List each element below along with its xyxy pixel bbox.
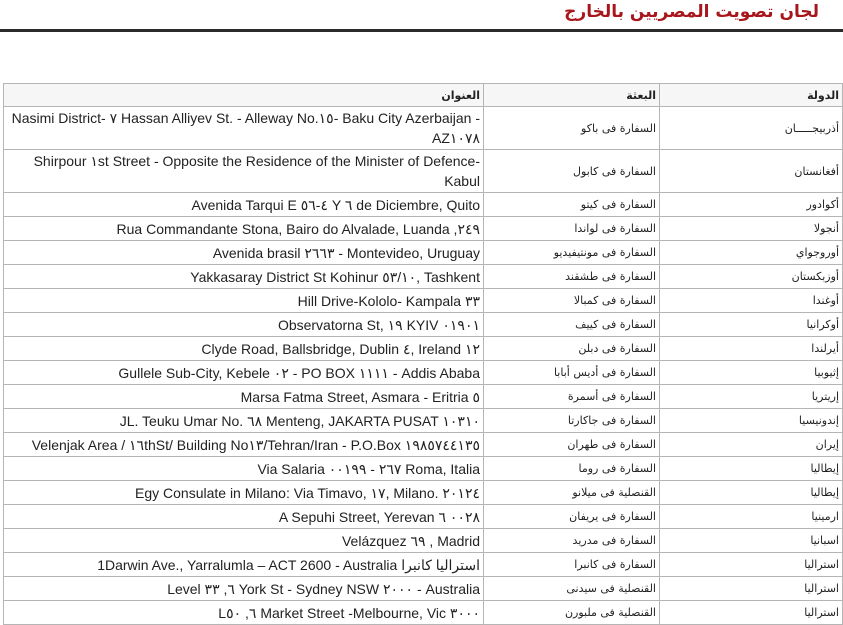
table-row [4, 457, 843, 481]
title-divider [0, 29, 843, 32]
table-row [4, 385, 843, 409]
address-cell: Egy Consulate in Milano: Via Timavo, ١٧, Milano. ٢٠١٢٤ [4, 481, 484, 505]
table-row [4, 265, 843, 289]
mission-cell: القنصلية فى سيدنى [484, 577, 660, 601]
table-row [4, 289, 843, 313]
address-cell: L٦, ٥٠ Market Street -Melbourne, Vic ٣٠٠٠ [4, 601, 484, 625]
mission-cell: السفارة فى طشقند [484, 265, 660, 289]
mission-cell: السفارة فى طهران [484, 433, 660, 457]
address-cell: Yakkasaray District St Kohinur ٥٣/١٠, Tashkent [4, 265, 484, 289]
country-cell: أوروجواي [660, 241, 843, 265]
mission-cell: السفارة فى باكو [484, 107, 660, 150]
address-cell: Rua Commandante Stona, Bairo do Alvalade, Luanda ,٢٤٩ [4, 217, 484, 241]
mission-cell: السفارة فى كمبالا [484, 289, 660, 313]
table-header-row [4, 84, 843, 107]
address-cell: Clyde Road, Ballsbridge, Dublin ٤, Ireland ١٢ [4, 337, 484, 361]
table-row [4, 505, 843, 529]
address-cell: JL. Teuku Umar No. ٦٨ Menteng, JAKARTA PUSAT ١٠٣١٠ [4, 409, 484, 433]
country-cell: أفغانستان [660, 150, 843, 193]
column-header-address: العنوان [4, 84, 484, 107]
table-row [4, 193, 843, 217]
country-cell: إثيوبيا [660, 361, 843, 385]
mission-cell: السفارة فى دبلن [484, 337, 660, 361]
country-cell: أنجولا [660, 217, 843, 241]
address-cell: Observatorna St, ١٩ KYIV ٠١٩٠١ [4, 313, 484, 337]
mission-cell: القنصلية فى ملبورن [484, 601, 660, 625]
mission-cell: السفارة فى أديس أبابا [484, 361, 660, 385]
country-cell: إيطاليا [660, 457, 843, 481]
address-cell: Via Salaria ٢٦٧ - ٠٠١٩٩ Roma, Italia [4, 457, 484, 481]
country-cell: إريتريا [660, 385, 843, 409]
table-row [4, 217, 843, 241]
address-cell: Avenida Tarqui E ٤-٥٦ Y ٦ de Diciembre, Quito [4, 193, 484, 217]
country-cell: ارمينيا [660, 505, 843, 529]
address-cell: Level ٦, ٣٣ York St - Sydney NSW ٢٠٠٠ - Australia [4, 577, 484, 601]
mission-cell: السفارة فى جاكارتا [484, 409, 660, 433]
table-row [4, 529, 843, 553]
country-cell: أوكرانيا [660, 313, 843, 337]
mission-cell: السفارة فى كيتو [484, 193, 660, 217]
mission-cell: السفارة فى روما [484, 457, 660, 481]
address-cell: Marsa Fatma Street, Asmara - Eritria ٥ [4, 385, 484, 409]
address-cell: Hill Drive-Kololo- Kampala ٣٣ [4, 289, 484, 313]
mission-cell: السفارة فى مونتيفيديو [484, 241, 660, 265]
address-cell: A Sepuhi Street, Yerevan ٠٠٢٨ ٦ [4, 505, 484, 529]
mission-cell: السفارة فى أسمرة [484, 385, 660, 409]
country-cell: أكوادور [660, 193, 843, 217]
country-cell: استراليا [660, 577, 843, 601]
mission-cell: القنصلية فى ميلانو [484, 481, 660, 505]
table-row [4, 481, 843, 505]
table-row [4, 409, 843, 433]
table-row [4, 361, 843, 385]
mission-cell: السفارة فى كابول [484, 150, 660, 193]
address-cell: Shirpour ١st Street - Opposite the Residence of the Minister of Defence-Kabul [4, 150, 484, 193]
table-row [4, 553, 843, 577]
column-header-mission: البعثة [484, 84, 660, 107]
mission-cell: السفارة فى مدريد [484, 529, 660, 553]
address-cell: Velázquez ٦٩ , Madrid [4, 529, 484, 553]
address-cell: 1Darwin Ave., Yarralumla – ACT 2600 - Australia استراليا كانبرا [4, 553, 484, 577]
country-cell: أذربيجـــــان [660, 107, 843, 150]
table-row [4, 601, 843, 625]
country-cell: استراليا [660, 601, 843, 625]
table-row [4, 150, 843, 193]
table-row [4, 577, 843, 601]
mission-cell: السفارة فى لواندا [484, 217, 660, 241]
page-title: لجان تصويت المصريين بالخارج [564, 2, 819, 22]
country-cell: أوغندا [660, 289, 843, 313]
country-cell: اسبانيا [660, 529, 843, 553]
country-cell: إندونيسيا [660, 409, 843, 433]
table-row [4, 433, 843, 457]
column-header-country: الدولة [660, 84, 843, 107]
country-cell: أيرلندا [660, 337, 843, 361]
table-row [4, 313, 843, 337]
country-cell: أوزبكستان [660, 265, 843, 289]
table-row [4, 241, 843, 265]
mission-cell: السفارة فى يريفان [484, 505, 660, 529]
polling-committees-table [3, 83, 843, 625]
country-cell: إيران [660, 433, 843, 457]
table-row [4, 107, 843, 150]
mission-cell: السفارة فى كييف [484, 313, 660, 337]
address-cell: Nasimi District- ٧ Hassan Alliyev St. - Alleway No.١٥- Baku City Azerbaijan - AZ١٠٧٨ [4, 107, 484, 150]
table-row [4, 337, 843, 361]
address-cell: Avenida brasil ٢٦٦٣ - Montevideo, Uruguay [4, 241, 484, 265]
country-cell: استراليا [660, 553, 843, 577]
country-cell: إيطاليا [660, 481, 843, 505]
address-cell: Gullele Sub-City, Kebele ٠٢ - PO BOX ١١١١ - Addis Ababa [4, 361, 484, 385]
address-cell: Velenjak Area / ١٦thSt/ Building No١٣/Tehran/Iran - P.O.Box ١٩٨٥٧٤٤١٣٥ [4, 433, 484, 457]
mission-cell: السفارة فى كانبرا [484, 553, 660, 577]
